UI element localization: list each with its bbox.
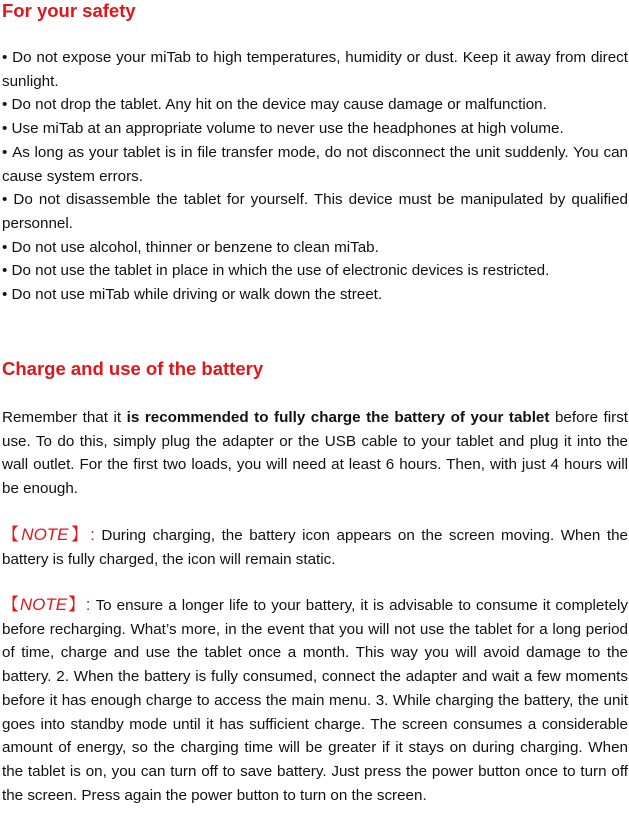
note-bracket-close: 】: xyxy=(67,595,91,614)
note-word: NOTE xyxy=(19,595,68,614)
safety-item-restricted-places: • Do not use the tablet in place in which the use of electronic devices is restricted. xyxy=(2,259,628,283)
note-text-battery-life: To ensure a longer life to your battery, it is advisable to consume it completely before recharging. What’s more, in the event that you will not use the tablet for a long period of time, charge and use the tablet once a month. This way you will avoid damage to the battery. 2. When the battery is fully consumed, connect the adapter and wait a few moments before it has enough charge to access the main menu. 3. While charging the battery, the unit goes into standby mode until it has sufficient charge. The screen consumes a considerable amount of energy, so the charging time will be greater if it stays on during charging. When the tablet is on, you can turn off to save battery. Just press the power button once to turn off the screen. Press again the power button to turn on the screen. xyxy=(2,597,629,804)
note-text-charging: During charging, the battery icon appears on the screen moving. When the battery is fully charged, the icon will remain static. xyxy=(2,527,629,568)
safety-heading: For your safety xyxy=(2,0,136,21)
safety-list xyxy=(2,46,628,307)
battery-intro-paragraph xyxy=(2,406,628,501)
safety-item-volume: • Use miTab at an appropriate volume to never use the headphones at high volume. xyxy=(2,117,628,141)
safety-item-disassemble: • Do not disassemble the tablet for yourself. This device must be manipulated by qualified personnel. xyxy=(2,188,628,235)
note-bracket-close: 】: xyxy=(68,525,95,544)
safety-item-file-transfer: • As long as your tablet is in file transfer mode, do not disconnect the unit suddenly. You can cause system errors. xyxy=(2,141,628,188)
note-label xyxy=(2,595,91,614)
safety-item-cleaning: • Do not use alcohol, thinner or benzene to clean miTab. xyxy=(2,236,628,260)
battery-intro-emphasis: is recommended to fully charge the battery of your tablet xyxy=(126,409,550,426)
note-label xyxy=(2,525,95,544)
note-paragraph-battery-life xyxy=(2,593,628,807)
safety-item-drop: • Do not drop the tablet. Any hit on the device may cause damage or malfunction. xyxy=(2,93,628,117)
note-paragraph-charging xyxy=(2,523,628,571)
note-bracket-open: 【 xyxy=(2,595,20,614)
safety-item-driving: • Do not use miTab while driving or walk down the street. xyxy=(2,283,628,307)
note-bracket-open: 【 xyxy=(2,525,22,544)
safety-item-exposure: • Do not expose your miTab to high temperatures, humidity or dust. Keep it away from direct sunlight. xyxy=(2,46,628,93)
battery-intro-text-start: Remember that it xyxy=(2,409,127,426)
battery-heading: Charge and use of the battery xyxy=(2,358,264,379)
battery-intro-text-end: before first use. To do this, simply plug the adapter or the USB cable to your tablet and plug it into the wall outlet. For the first two loads, you will need at least 6 hours. Then, with just 4 hours will be enough. xyxy=(2,409,629,498)
note-word: NOTE xyxy=(21,525,69,544)
